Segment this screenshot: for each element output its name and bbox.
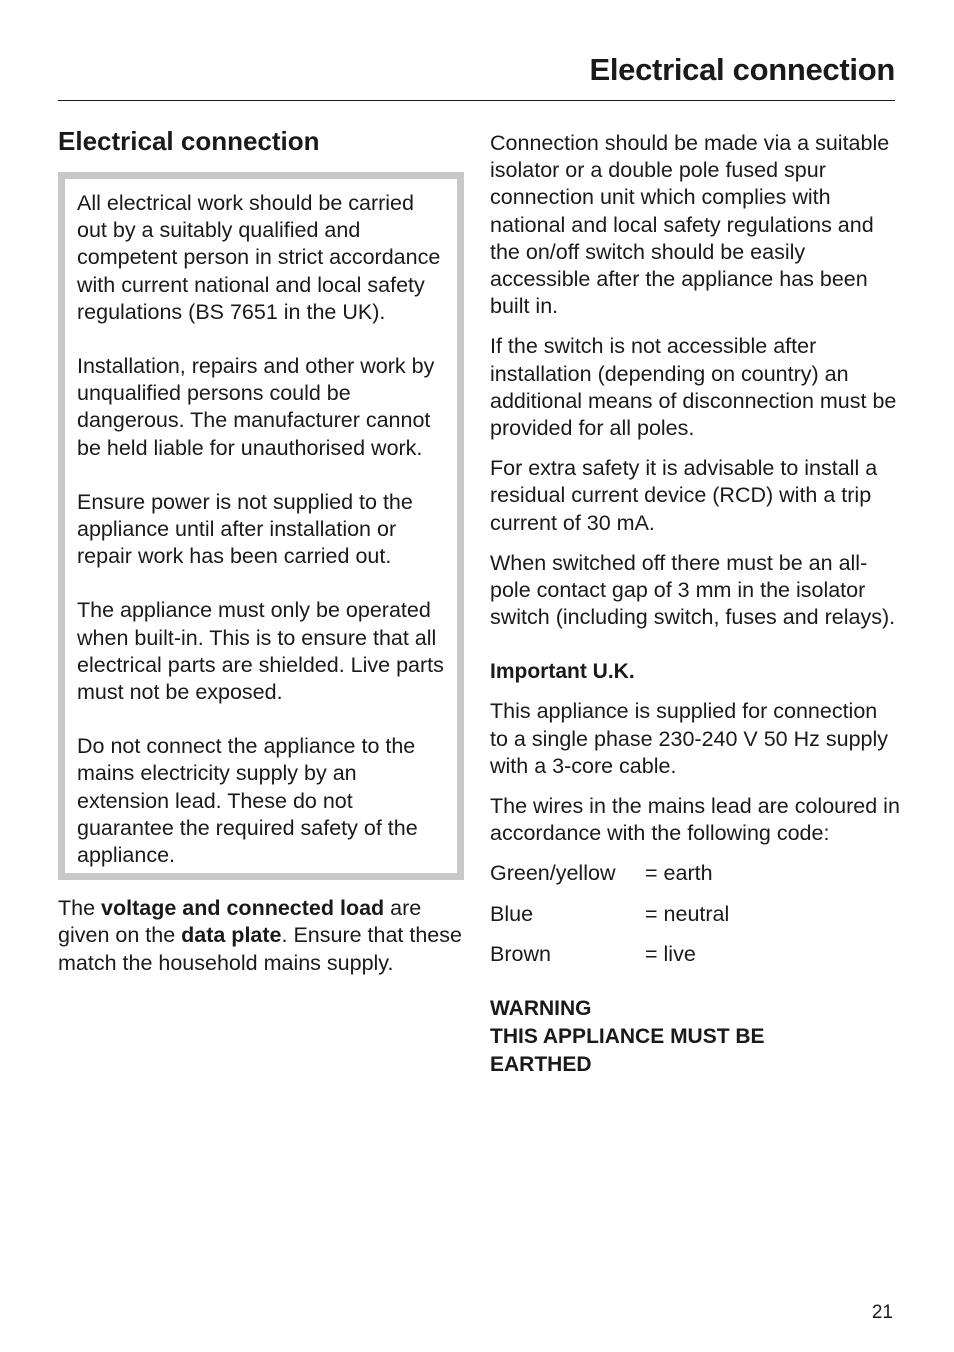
warning-line: THIS APPLIANCE MUST BE: [490, 1025, 765, 1049]
connection-paragraph: If the switch is not accessible after installation (depending on country) an additional means of disconnection must be provided for all poles.: [490, 334, 897, 441]
running-head-title: Electrical connection: [589, 52, 895, 87]
wire-colour-code-table: [490, 860, 900, 968]
box-paragraph: All electrical work should be carried out by a suitably qualified and competent person in strict accordance with current national and local safety regulations (BS 7651 in the UK).: [77, 191, 441, 324]
connection-paragraph: Connection should be made via a suitable isolator or a double pole fused spur connection unit which complies with national and local safety regulations and the on/off switch should be easily accessible after the appliance has been built in.: [490, 131, 890, 319]
voltage-text: . Ensure that these match the household mains supply.: [58, 923, 462, 975]
wire-row: [490, 901, 900, 928]
wire-meaning: = live: [645, 941, 696, 966]
header-rule: [58, 100, 895, 101]
section-title: Electrical connection: [58, 126, 320, 156]
warning-line: WARNING: [490, 997, 592, 1021]
left-column: [58, 124, 464, 977]
wire-meaning: = neutral: [645, 901, 730, 926]
safety-warning-box: [58, 172, 464, 880]
box-paragraph: Installation, repairs and other work by unqualified persons could be dangerous. The manufacturer cannot be held liable for unauthorised work.: [77, 354, 435, 460]
right-column: [490, 130, 900, 1079]
uk-paragraph: The wires in the mains lead are coloured in accordance with the following code:: [490, 794, 900, 846]
voltage-load-emphasis: voltage and connected load: [101, 896, 385, 921]
important-uk-heading: Important U.K.: [490, 660, 635, 684]
page-number: 21: [871, 1302, 893, 1323]
voltage-text: The: [58, 896, 102, 921]
warning-line: EARTHED: [490, 1053, 592, 1077]
voltage-paragraph: [58, 895, 464, 977]
connection-paragraph: For extra safety it is advisable to install a residual current device (RCD) with a trip current of 30 mA.: [490, 456, 878, 535]
wire-colour: Brown: [490, 941, 551, 966]
box-paragraph: Do not connect the appliance to the mains electricity supply by an extension lead. These do not guarantee the required safety of the appliance.: [77, 734, 418, 868]
wire-meaning: = earth: [645, 861, 713, 886]
wire-row: [490, 860, 900, 887]
earthing-warning: [490, 995, 900, 1079]
wire-colour: Blue: [490, 901, 534, 926]
uk-paragraph: This appliance is supplied for connection to a single phase 230-240 V 50 Hz supply with a 3-core cable.: [490, 699, 889, 778]
box-paragraph: Ensure power is not supplied to the appliance until after installation or repair work has been carried out.: [77, 489, 413, 569]
voltage-text: are given on the: [58, 896, 422, 948]
wire-row: [490, 941, 900, 968]
wire-colour: Green/yellow: [490, 861, 616, 886]
data-plate-emphasis: data plate: [181, 923, 282, 948]
connection-paragraph: When switched off there must be an all-pole contact gap of 3 mm in the isolator switch (including switch, fuses and relays).: [490, 550, 896, 630]
box-paragraph: The appliance must only be operated when built-in. This is to ensure that all electrical parts are shielded. Live parts must not be exposed.: [77, 598, 444, 705]
